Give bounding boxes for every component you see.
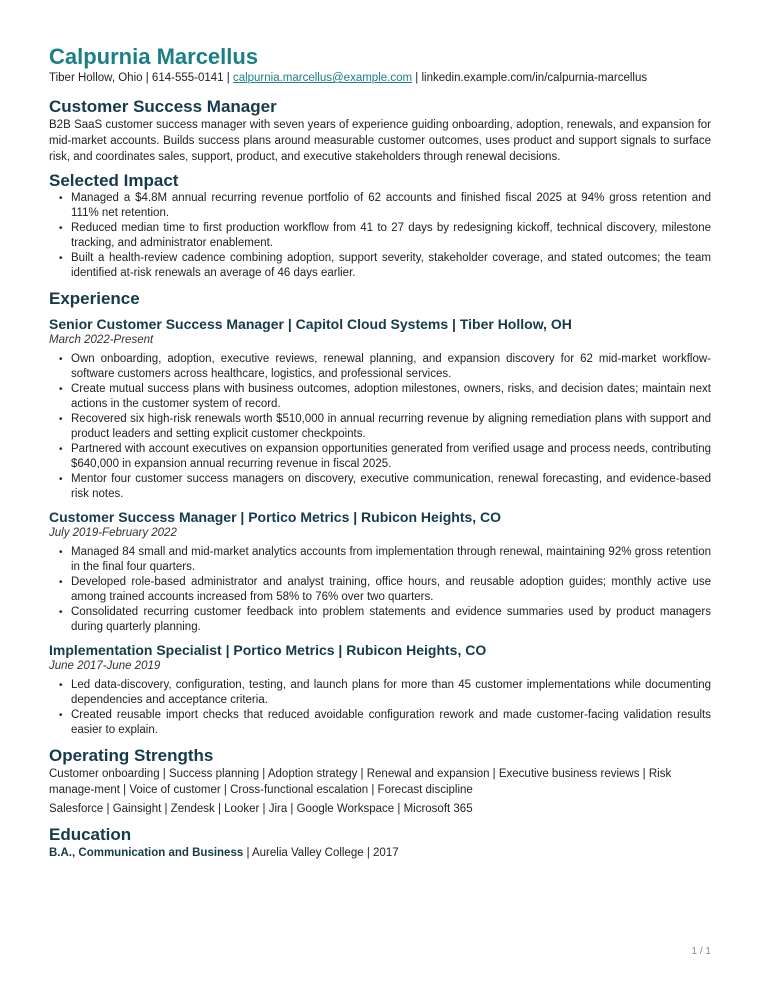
impact-item: • Managed a $4.8M annual recurring revenue portfolio of 62 accounts and finished fiscal 2025 at 94% gross retention and 111% net retention. (71, 191, 711, 221)
contact-line (49, 70, 711, 86)
experience-section (49, 289, 711, 738)
job-bullet: • Consolidated recurring customer feedback into problem statements and evidence summaries used by product managers during quarterly planning. (71, 605, 711, 635)
job-title: Senior Customer Success Manager | Capitol Cloud Systems | Tiber Hollow, OH (49, 316, 572, 332)
summary-section (49, 97, 711, 165)
education-heading: Education (49, 825, 132, 844)
job-dates: July 2019-February 2022 (49, 527, 177, 539)
education-school: | Aurelia Valley College | 2017 (243, 847, 399, 859)
experience-heading: Experience (49, 289, 140, 308)
education-degree: B.A., Communication and Business (49, 847, 244, 859)
impact-list (49, 191, 711, 281)
job-bullet: • Partnered with account executives on expansion opportunities generated from verified usage and process needs, contributing $640,000 in expansion annual recurring revenue in fiscal 2025. (71, 442, 711, 472)
job-bullets (49, 545, 711, 635)
job-dates: June 2017-June 2019 (49, 660, 161, 672)
contact-separator: | (412, 72, 422, 84)
candidate-name: Calpurnia Marcellus (49, 44, 259, 69)
job-bullet: • Led data-discovery, configuration, testing, and launch plans for more than 45 customer implementations while documenting dependencies and acceptance criteria. (71, 678, 711, 708)
job-bullets (49, 678, 711, 738)
job-title: Customer Success Manager | Portico Metrics | Rubicon Heights, CO (49, 509, 502, 525)
impact-item: • Reduced median time to first production workflow from 41 to 27 days by redesigning kickoff, technical discovery, milestone tracking, and administrator enablement. (71, 221, 711, 251)
page-number: 1 / 1 (691, 946, 711, 957)
contact-email-link[interactable]: calpurnia.marcellus@example.com (232, 72, 413, 84)
contact-linkedin: linkedin.example.com/in/calpurnia-marcellus (421, 72, 648, 84)
summary-text: B2B SaaS customer success manager with seven years of experience guiding onboarding, adoption, renewals, and expansion for mid-market accounts. Builds success plans around measurable customer outcomes, uses product and support signals to surface risk, and coordinates sales, support, product, and executive stakeholders through renewal decisions. (49, 119, 711, 163)
contact-location: Tiber Hollow, Ohio (49, 72, 143, 84)
job-bullet: • Managed 84 small and mid-market analytics accounts from implementation through renewal, maintaining 92% gross retention in the final four quarters. (71, 545, 711, 575)
strengths-section (49, 746, 711, 817)
impact-item: • Built a health-review cadence combining adoption, support severity, stakeholder coverage, and stated outcomes; the team identified at-risk renewals an average of 46 days earlier. (71, 251, 711, 281)
resume-page (49, 44, 711, 861)
strengths-skills: Customer onboarding | Success planning | Adoption strategy | Renewal and expansion | Executive business reviews | Risk manage-ment | Voice of customer | Cross-functional escalation | Forecast discipline (49, 768, 672, 796)
education-entry (49, 845, 711, 861)
summary-heading: Customer Success Manager (49, 97, 277, 116)
impact-heading: Selected Impact (49, 171, 179, 190)
job-entry (49, 641, 711, 738)
job-bullets (49, 352, 711, 502)
contact-phone: 614-555-0141 (151, 72, 224, 84)
job-bullet: • Recovered six high-risk renewals worth $510,000 in annual recurring revenue by aligning remediation plans with support and product leaders and setting explicit customer checkpoints. (71, 412, 711, 442)
job-bullet: • Mentor four customer success managers on discovery, executive communication, renewal forecasting, and evidence-based risk notes. (71, 472, 711, 502)
job-dates: March 2022-Present (49, 334, 154, 346)
job-bullet: • Create mutual success plans with business outcomes, adoption milestones, owners, risks, and decision dates; maintain next actions in the customer system of record. (71, 382, 711, 412)
education-section (49, 825, 711, 861)
job-entry (49, 315, 711, 502)
job-bullet: • Created reusable import checks that reduced avoidable configuration rework and made customer-facing validation results easier to explain. (71, 708, 711, 738)
impact-section (49, 171, 711, 281)
contact-separator: | (223, 72, 233, 84)
job-title: Implementation Specialist | Portico Metrics | Rubicon Heights, CO (49, 642, 487, 658)
strengths-heading: Operating Strengths (49, 746, 214, 765)
job-entry (49, 508, 711, 635)
job-bullet: • Own onboarding, adoption, executive reviews, renewal planning, and expansion discovery for 62 mid-market workflow-software customers across healthcare, logistics, and professional services. (71, 352, 711, 382)
job-bullet: • Developed role-based administrator and analyst training, office hours, and reusable adoption guides; monthly active use among trained accounts increased from 58% to 76% over two quarters. (71, 575, 711, 605)
contact-separator: | (142, 72, 152, 84)
strengths-tools: Salesforce | Gainsight | Zendesk | Looker | Jira | Google Workspace | Microsoft 365 (49, 803, 473, 815)
